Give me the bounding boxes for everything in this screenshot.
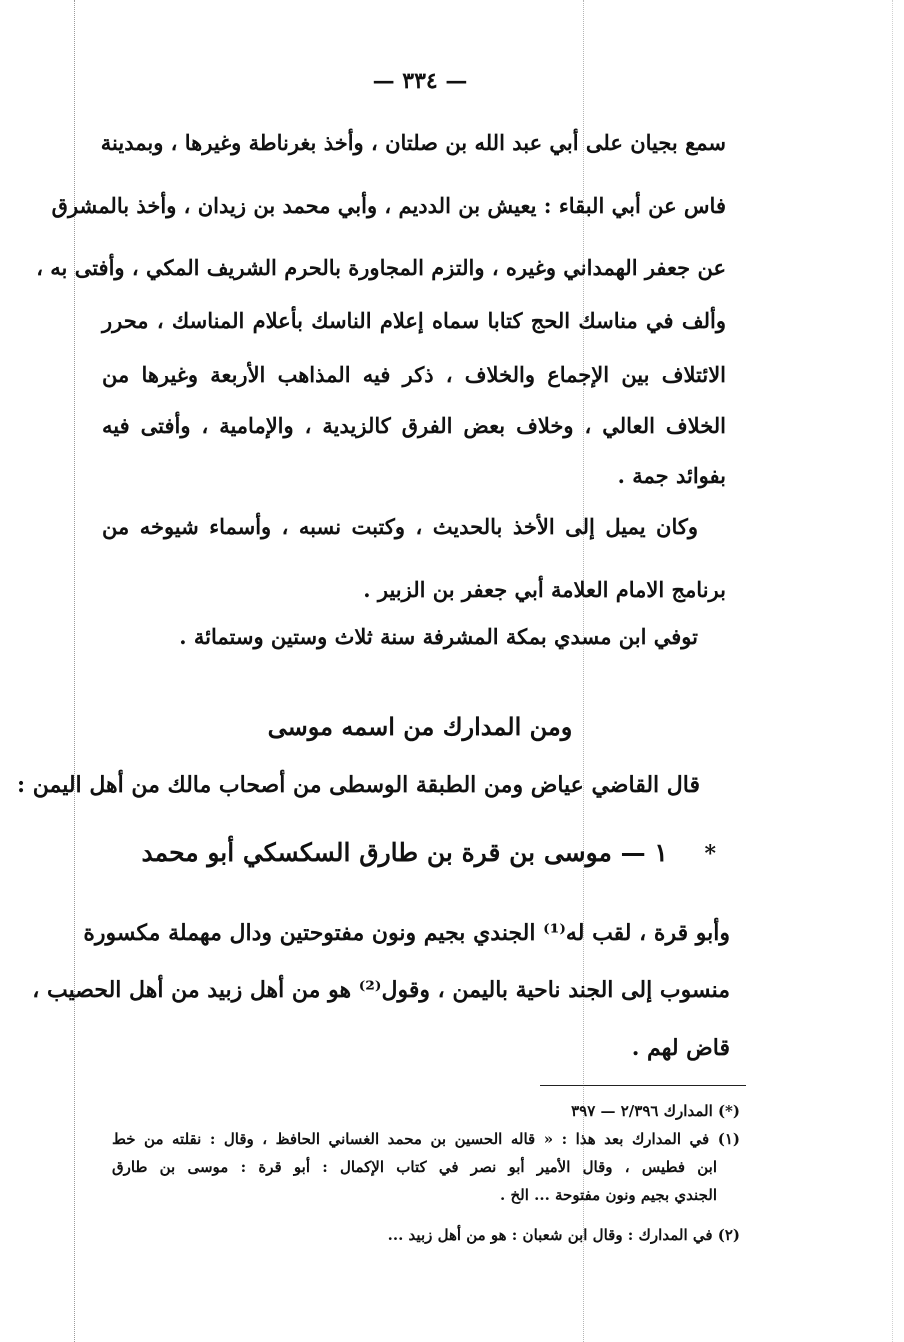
text-line: الائتلاف بين الإجماع والخلاف ، ذكر فيه المذاهب الأربعة وغيرها من bbox=[102, 362, 726, 387]
text-line: بفوائد جمة . bbox=[617, 463, 726, 488]
entry-asterisk: * bbox=[704, 841, 716, 867]
text-line: منسوب إلى الجند ناحية باليمن ، وقول⁽²⁾ هو من أهل زبيد من أهل الحصيب ، bbox=[32, 977, 730, 1003]
footnote-1-line: (١) في المدارك بعد هذا : « قاله الحسين بن محمد الغساني الحافظ ، وقال : نقلته من خط bbox=[112, 1130, 740, 1148]
text-line: وألف في مناسك الحج كتابا سماه إعلام الناسك بأعلام المناسك ، محرر bbox=[102, 308, 726, 333]
footnote-2: (٢) في المدارك : وقال ابن شعبان : هو من أهل زبيد ... bbox=[387, 1226, 740, 1244]
text-line: قاض لهم . bbox=[631, 1035, 730, 1061]
right-margin-line bbox=[892, 0, 893, 1342]
footnote-star: (*) المدارك ٢/٣٩٦ — ٣٩٧ bbox=[571, 1102, 740, 1120]
text-line: فاس عن أبي البقاء : يعيش بن الدديم ، وأبي محمد بن زيدان ، وأخذ بالمشرق bbox=[51, 193, 726, 218]
section-heading: ومن المدارك من اسمه موسى bbox=[267, 712, 573, 741]
intro-line: قال القاضي عياض ومن الطبقة الوسطى من أصحاب مالك من أهل اليمن : bbox=[16, 772, 700, 798]
footnote-1-line: الجندي بجيم ونون مفتوحة ... الخ . bbox=[500, 1186, 717, 1204]
text-line: توفي ابن مسدي بمكة المشرفة سنة ثلاث وستين وستمائة . bbox=[179, 624, 698, 649]
text-line: برنامج الامام العلامة أبي جعفر بن الزبير . bbox=[363, 577, 726, 602]
footnote-separator bbox=[540, 1085, 746, 1086]
text-line: سمع بجيان على أبي عبد الله بن صلتان ، وأخذ بغرناطة وغيرها ، وبمدينة bbox=[100, 130, 726, 155]
entry-heading bbox=[141, 838, 716, 867]
text-line: وكان يميل إلى الأخذ بالحديث ، وكتبت نسبه ، وأسماء شيوخه من bbox=[102, 514, 698, 539]
text-line: الخلاف العالي ، وخلاف بعض الفرق كالزيدية ، والإمامية ، وأفتى فيه bbox=[102, 413, 726, 438]
text-line: وأبو قرة ، لقب له⁽¹⁾ الجندي بجيم ونون مفتوحتين ودال مهملة مكسورة bbox=[83, 920, 730, 946]
text-line: عن جعفر الهمداني وغيره ، والتزم المجاورة بالحرم الشريف المكي ، وأفتى به ، bbox=[36, 255, 726, 280]
entry-title: ١ — موسى بن قرة بن طارق السكسكي أبو محمد bbox=[141, 838, 668, 867]
page-number: — ٣٣٤ — bbox=[372, 68, 468, 94]
footnote-1-line: ابن فطيس ، وقال الأمير أبو نصر في كتاب الإكمال : أبو قرة : موسى بن طارق bbox=[112, 1158, 717, 1176]
